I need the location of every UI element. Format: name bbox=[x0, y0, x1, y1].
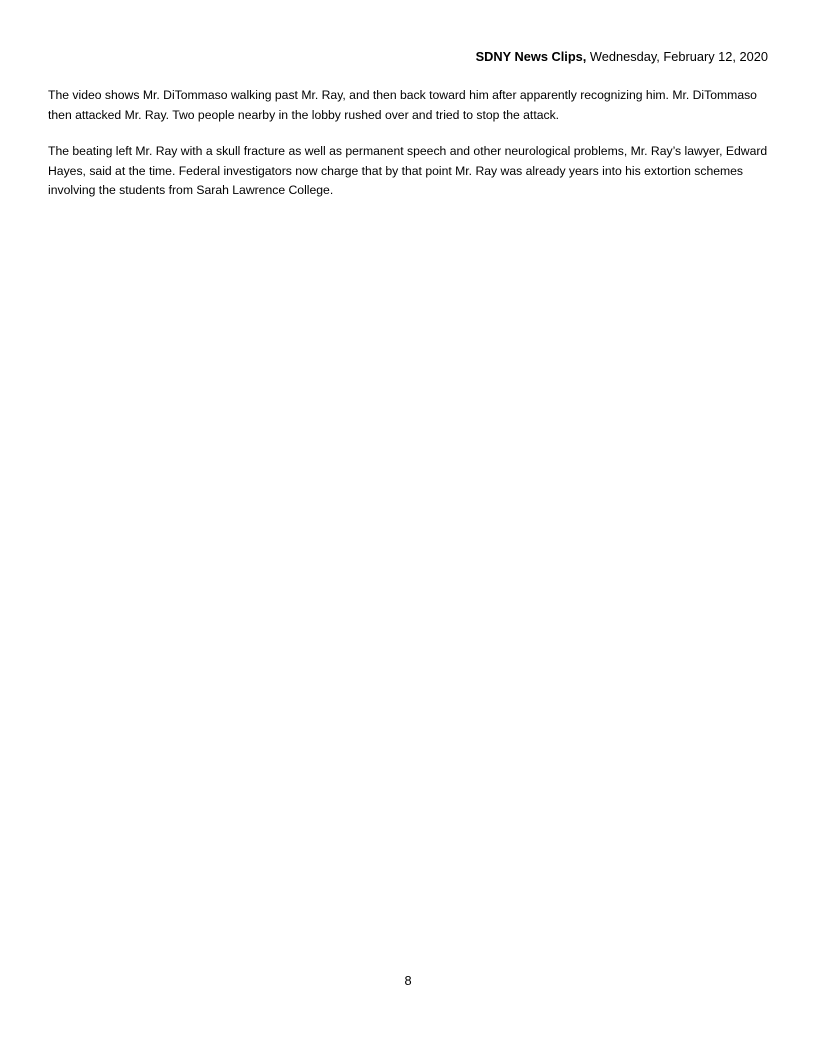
paragraph: The beating left Mr. Ray with a skull fracture as well as permanent speech and other neurological problems, Mr. Ray’s lawyer, Edward Hayes, said at the time. Federal investigators now charge that by that point Mr. Ray was already years into his extortion schemes involving the students from Sarah Lawrence College. bbox=[48, 144, 768, 197]
publication-name: SDNY News Clips, bbox=[475, 49, 587, 64]
article-body bbox=[48, 86, 770, 218]
paragraph: The video shows Mr. DiTommaso walking past Mr. Ray, and then back toward him after apparently recognizing him. Mr. DiTommaso then attacked Mr. Ray. Two people nearby in the lobby rushed over and tried to stop the attack. bbox=[48, 88, 757, 122]
publication-date: Wednesday, February 12, 2020 bbox=[586, 49, 768, 64]
page-header bbox=[476, 48, 768, 65]
page-number: 8 bbox=[404, 973, 412, 988]
